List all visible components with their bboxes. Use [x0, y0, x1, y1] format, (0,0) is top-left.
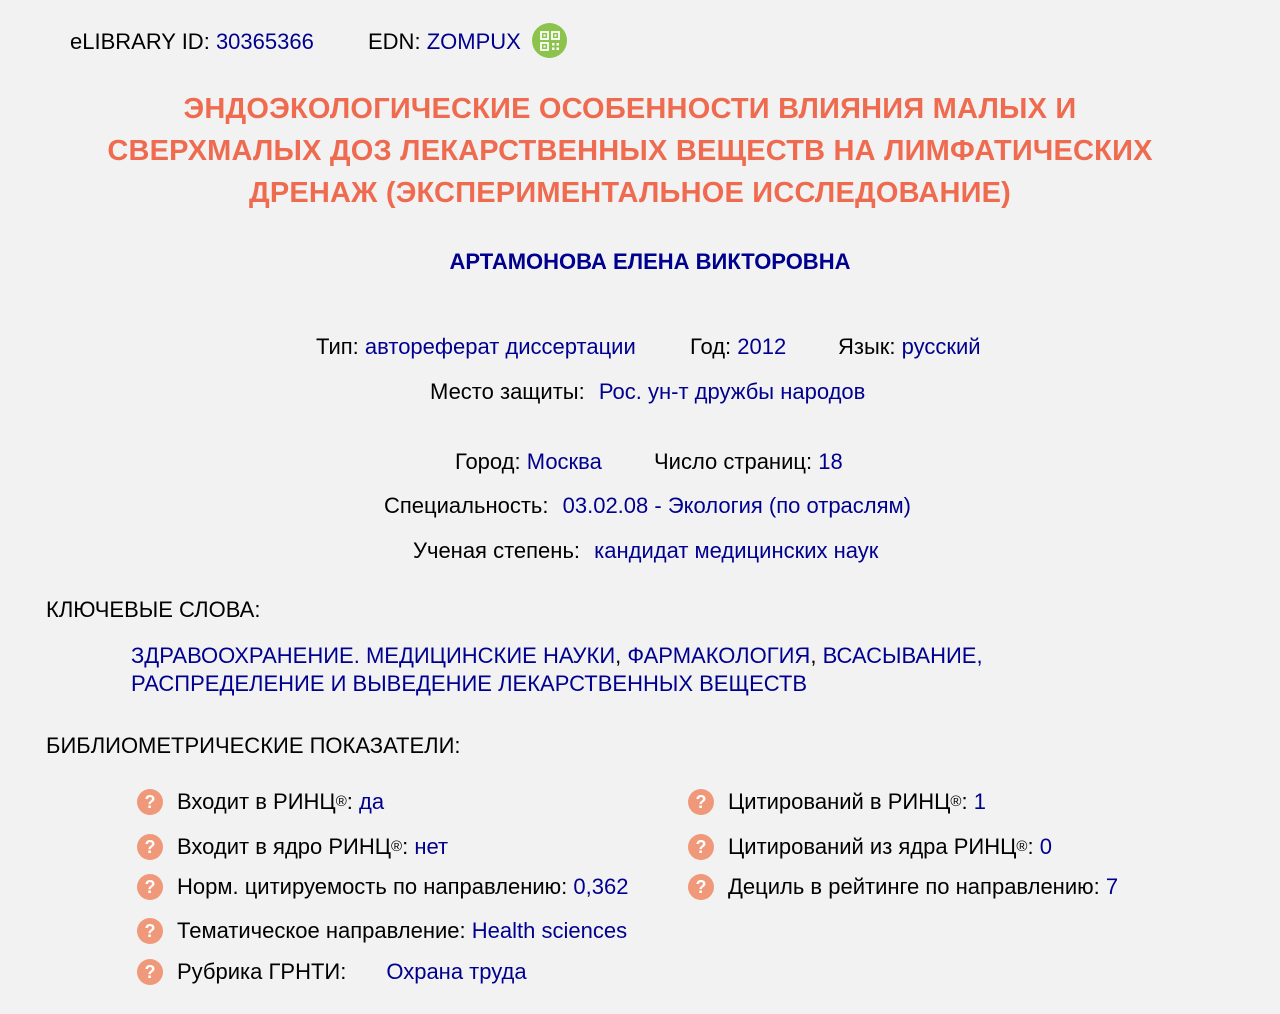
specialty-field [384, 492, 911, 520]
edn-value[interactable]: ZOMPUX [426, 29, 521, 54]
keywords-heading: КЛЮЧЕВЫЕ СЛОВА: [46, 597, 261, 622]
keyword-separator: , [615, 643, 628, 668]
question-icon[interactable]: ? [688, 874, 714, 900]
city-field [455, 448, 602, 476]
type-field [316, 333, 636, 361]
question-icon[interactable]: ? [137, 874, 163, 900]
colon: : [1027, 834, 1034, 859]
metric-in-rinc: ? Входит в РИНЦ ® : да [137, 788, 384, 816]
question-icon[interactable]: ? [688, 789, 714, 815]
title-line: ДРЕНАЖ (ЭКСПЕРИМЕНТАЛЬНОЕ ИССЛЕДОВАНИЕ) [248, 177, 1012, 209]
pages-field [654, 448, 843, 476]
publication-title [0, 88, 1260, 214]
city-value[interactable]: Москва [526, 449, 602, 474]
metric-label: Норм. цитируемость по направлению: [177, 874, 568, 899]
edn-label: EDN: [368, 29, 421, 54]
question-icon[interactable]: ? [137, 959, 163, 985]
pages-value: 18 [818, 449, 843, 474]
metric-grnti [137, 958, 527, 986]
metric-norm-citation [137, 873, 628, 901]
keywords-list [131, 642, 1171, 698]
metric-value: 7 [1105, 874, 1119, 899]
qr-code-button[interactable] [532, 23, 567, 58]
keyword-link[interactable]: ФАРМАКОЛОГИЯ [627, 643, 811, 668]
question-icon[interactable]: ? [137, 918, 163, 944]
metric-value[interactable]: Охрана труда [386, 959, 527, 984]
colon: : [346, 789, 353, 814]
defense-place-value[interactable]: Рос. ун-т дружбы народов [598, 379, 866, 404]
type-value[interactable]: автореферат диссертации [364, 334, 636, 359]
degree-value[interactable]: кандидат медицинских наук [594, 538, 879, 563]
defense-place-label: Место защиты: [430, 379, 585, 404]
year-label: Год: [690, 334, 732, 359]
metric-value: 0 [1039, 834, 1052, 859]
qr-code-icon [540, 31, 560, 51]
metric-decile [688, 873, 1118, 901]
specialty-label: Специальность: [384, 493, 549, 518]
pages-label: Число страниц: [654, 449, 813, 474]
colon: : [402, 834, 409, 859]
question-icon[interactable]: ? [688, 834, 714, 860]
colon: : [961, 789, 968, 814]
metric-value: нет [414, 834, 449, 859]
elibrary-id-label: eLIBRARY ID: [70, 29, 210, 54]
city-label: Город: [455, 449, 521, 474]
metric-value: 0,362 [573, 874, 629, 899]
metric-topic [137, 917, 627, 945]
specialty-value[interactable]: 03.02.08 - Экология (по отраслям) [562, 493, 911, 518]
metric-label: Входит в РИНЦ [177, 789, 336, 814]
metric-value: да [359, 789, 385, 814]
metric-label: Дециль в рейтинге по направлению: [728, 874, 1100, 899]
metric-cites-core: ? Цитирований из ядра РИНЦ ® : 0 [688, 833, 1052, 861]
metric-label: Рубрика ГРНТИ: [177, 959, 347, 984]
keyword-link[interactable]: ВСАСЫВАНИЕ, РАСПРЕДЕЛЕНИЕ И ВЫВЕДЕНИЕ ЛЕКАРСТВЕННЫХ ВЕЩЕСТВ [131, 643, 983, 696]
degree-label: Ученая степень: [413, 538, 581, 563]
defense-place-field [430, 378, 865, 406]
question-icon[interactable]: ? [137, 789, 163, 815]
metric-cites-rinc: ? Цитирований в РИНЦ ® : 1 [688, 788, 986, 816]
metric-label: Цитирований из ядра РИНЦ [728, 834, 1017, 859]
metric-label: Тематическое направление: [177, 918, 466, 943]
year-value[interactable]: 2012 [737, 334, 787, 359]
degree-field [413, 537, 878, 565]
language-field [838, 333, 981, 361]
metric-label: Цитирований в РИНЦ [728, 789, 951, 814]
keyword-link[interactable]: ЗДРАВООХРАНЕНИЕ. МЕДИЦИНСКИЕ НАУКИ [131, 643, 616, 668]
metric-value[interactable]: Health sciences [471, 918, 628, 943]
elibrary-id-value[interactable]: 30365366 [215, 29, 314, 54]
edn-id [368, 28, 521, 56]
type-label: Тип: [316, 334, 359, 359]
language-value[interactable]: русский [901, 334, 981, 359]
metric-in-core: ? Входит в ядро РИНЦ ® : нет [137, 833, 448, 861]
author-name[interactable]: АРТАМОНОВА ЕЛЕНА ВИКТОРОВНА [449, 249, 851, 274]
title-line: ЭНДОЭКОЛОГИЧЕСКИЕ ОСОБЕННОСТИ ВЛИЯНИЯ МАЛЫХ И [183, 93, 1077, 125]
keyword-separator: , [810, 643, 823, 668]
question-icon[interactable]: ? [137, 834, 163, 860]
elibrary-id [70, 28, 314, 56]
title-line: СВЕРХМАЛЫХ ДОЗ ЛЕКАРСТВЕННЫХ ВЕЩЕСТВ НА ЛИМФАТИЧЕСКИХ [107, 135, 1153, 167]
metric-value[interactable]: 1 [973, 789, 986, 814]
language-label: Язык: [838, 334, 896, 359]
metric-label: Входит в ядро РИНЦ [177, 834, 392, 859]
year-field [690, 333, 786, 361]
bibliometrics-heading: БИБЛИОМЕТРИЧЕСКИЕ ПОКАЗАТЕЛИ: [46, 733, 461, 758]
